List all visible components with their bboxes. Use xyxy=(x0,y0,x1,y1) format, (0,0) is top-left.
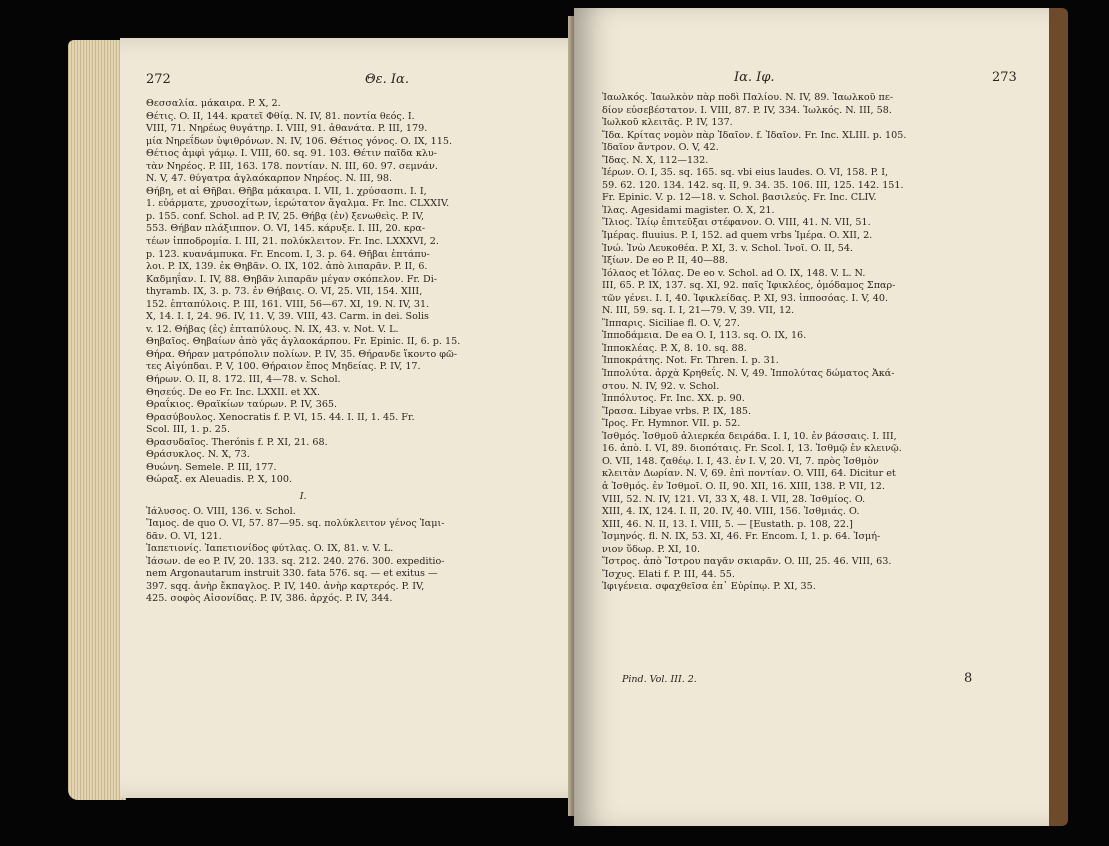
index-line: Θέτιος ἀμφὶ γάμῳ. I. VIII, 60. sq. 91. 103. Θέτιν παῖδα κλυ- xyxy=(146,148,437,160)
index-line: Θυώνη. Semele. P. III, 177. xyxy=(146,461,277,473)
index-line: Θήρα. Θήραν ματρόπολιν πολίων. P. IV, 35. Θήρανδε ἵκοντο φῶ- xyxy=(146,348,458,360)
left-page xyxy=(120,38,632,798)
index-line: 16. ἀπὸ. I. VI, 89. διοπόταις. Fr. Scol. I, 13. Ἰσθμῷ ἐν κλεινῷ. xyxy=(602,443,902,455)
index-line: 553. Θήβαν πλάξιππον. O. VI, 145. κάρυξε. I. III, 20. κρα- xyxy=(146,223,426,235)
index-line: O. VII, 148. ζαθέῳ. I. I, 43. ἐν I. V, 20. VI, 7. πρὸς Ἰσθμὸν xyxy=(602,455,879,467)
index-line: Ἴλιος. Ἰλίῳ ἐπιτεῦξαι στέφανον. O. VIII, 41. N. VII, 51. xyxy=(602,217,871,229)
index-line: Ἰαωλκός. Ἰαωλκὸν πὰρ ποδὶ Παλίου. N. IV, 89. Ἰαωλκοῦ πε- xyxy=(602,92,894,103)
signature-mark: 8 xyxy=(964,671,973,686)
index-line: Θεσσαλία. μάκαιρα. P. X, 2. xyxy=(146,98,281,109)
index-line: thyramb. IX, 3. p. 73. ἐν Θήβαις. O. VI, 25. VII, 154. XIII, xyxy=(146,286,423,298)
index-line: Θήβη, et αἱ Θῆβαι. Θῆβα μάκαιρα. I. VII, 1. χρύσασπι. I. I, xyxy=(146,185,427,197)
index-line: X, 14. I. I, 24. 96. IV, 11. V, 39. VIII, 43. Carm. in dei. Solis xyxy=(146,311,429,323)
index-line: ἁ Ἰσθμός. ἐν Ἰσθμοῖ. O. II, 90. XII, 16. XIII, 138. P. VII, 12. xyxy=(602,480,885,492)
index-line: Ἱπποκλέας. P. X, 8. 10. sq. 88. xyxy=(602,342,747,354)
index-line: N. V, 47. θύγατρα ἀγλαόκαρπον Νηρέος. N. III, 98. xyxy=(146,173,393,185)
index-line: Ἰόλαος et Ἰόλας. De eo v. Schol. ad O. IX, 148. V. L. N. xyxy=(602,267,866,279)
index-line: Ἰδαῖον ἄντρον. O. V, 42. xyxy=(602,142,719,154)
index-line: Θήρων. O. II, 8. 172. III, 4—78. v. Schol. xyxy=(146,374,341,386)
index-line: 425. σοφὸς Αἰσονίδας. P. IV, 386. ἀρχός. P. IV, 344. xyxy=(146,593,393,605)
index-line: p. 155. conf. Schol. ad P. IV, 25. Θήβᾳ (ἐν) ξενωθεὶς. P. IV, xyxy=(146,210,425,222)
index-line: p. 123. κυανάμπυκα. Fr. Encom. I, 3. p. 64. Θῆβαι ἑπτάπυ- xyxy=(146,248,430,260)
book-cover xyxy=(1048,8,1068,826)
index-line: 1. εὐάρματε, χρυσοχίτων, ἱερώτατον ἄγαλμα. Fr. Inc. CLXXIV. xyxy=(146,198,450,210)
index-line: Ἱέρων. O. I, 35. sq. 165. sq. vbi eius laudes. O. VI, 158. P. I, xyxy=(602,167,889,179)
index-line: Fr. Epinic. V. p. 12—18. v. Schol. βασιλεύς. Fr. Inc. CLIV. xyxy=(602,192,877,204)
index-line: δᾶν. O. VI, 121. xyxy=(146,530,222,542)
index-line: VIII, 71. Νηρέως θυγάτηρ. I. VIII, 91. ἀθανάτα. P. III, 179. xyxy=(146,123,428,135)
index-line: Ἴδας. N. X, 112—132. xyxy=(602,154,709,166)
index-line: Ἰλας. Agesidami magister. O. X, 21. xyxy=(602,204,775,216)
index-line: Ἴαμος. de quo O. VI, 57. 87—95. sq. πολύκλειτον γένος Ἰαμι- xyxy=(146,518,445,530)
index-line: Ἱππολύτα. ἀρχὰ Κρηθεΐς. N. V, 49. Ἱππολύτας δώματος Ἀκά- xyxy=(602,368,895,380)
index-column-left xyxy=(146,98,460,606)
index-line: λοι. P. IX, 139. ἐκ Θηβᾶν. O. IX, 102. ἀπὸ λιπαρᾶν. P. II, 6. xyxy=(146,261,428,273)
page-edges xyxy=(68,40,126,800)
index-line: Ἰάλυσος. O. VIII, 136. v. Schol. xyxy=(146,505,296,517)
index-line: Θηβαῖος. Θηβαίων ἀπὸ γᾶς ἀγλαοκάρπου. Fr. Epinic. II, 6. p. 15. xyxy=(146,336,461,348)
index-line: Ἰάσων. de eo P. IV, 20. 133. sq. 212. 240. 276. 300. expeditio- xyxy=(146,555,445,567)
page-number-right: 273 xyxy=(992,70,1017,85)
index-line: Ἱππόλυτος. Fr. Inc. XX. p. 90. xyxy=(602,393,745,405)
index-line: Θρασυδαῖος. Therónis f. P. XI, 21. 68. xyxy=(146,436,328,448)
index-line: Θώραξ. ex Aleuadis. P. X, 100. xyxy=(146,474,293,486)
page-number-left: 272 xyxy=(146,72,171,87)
index-line: Ἱμέρας. fluuius. P. I, 152. ad quem vrbs Ἱμέρα. O. XII, 2. xyxy=(602,230,873,242)
index-line: 152. ἑπταπύλοις. P. III, 161. VIII, 56—67. XI, 19. N. IV, 31. xyxy=(146,298,430,310)
index-line: Ἱπποκράτης. Not. Fr. Thren. I. p. 31. xyxy=(602,355,779,367)
running-head-left: Θε. Ια. xyxy=(365,72,409,87)
index-line: 397. sqq. ἀνὴρ ἔκπαγλος. P. IV, 140. ἀνὴρ καρτερός. P. IV, xyxy=(146,580,425,592)
index-line: XIII, 46. N. II, 13. I. VIII, 5. — [Eustath. p. 108, 22.] xyxy=(602,518,853,530)
index-line: Θράσυκλος. N. X, 73. xyxy=(146,449,250,461)
index-line: Ἱπποδάμεια. De ea O. I, 113. sq. O. IX, 16. xyxy=(602,330,807,342)
index-line: Θέτις. O. II, 144. κρατεῖ Φθίᾳ. N. IV, 81. ποντία θεός. I. xyxy=(146,110,415,122)
index-line: Θησεύς. De eo Fr. Inc. LXXII. et XX. xyxy=(146,386,321,398)
index-line: Scol. III, 1. p. 25. xyxy=(146,424,231,436)
index-line: XIII, 4. IX, 124. I. II, 20. IV, 40. VIII, 156. Ἰσθμιάς. O. xyxy=(602,506,860,518)
index-line: Θρασύβουλος. Xenocratis f. P. VI, 15. 44. I. II, 1. 45. Fr. xyxy=(146,411,415,423)
index-line: Ἴρασα. Libyae vrbs. P. IX, 185. xyxy=(602,405,752,417)
index-line: nem Argonautarum instruit 330. fata 576. sq. — et exitus — xyxy=(146,568,438,580)
index-line: 59. 62. 120. 134. 142. sq. II, 9. 34. 35. 106. III, 125. 142. 151. xyxy=(602,179,904,191)
open-book xyxy=(68,8,1068,826)
index-line: Ἴστρος. ἀπὸ Ἴστρου παγᾶν σκιαρᾶν. O. III, 25. 46. VIII, 63. xyxy=(602,556,892,568)
index-line: μία Νηρεΐδων ὑψιθρόνων. N. IV, 106. Θέτιος γόνος. O. IX, 115. xyxy=(146,135,453,147)
index-line: Ἰσμηνός. fl. N. IX, 53. XI, 46. Fr. Encom. I, 1. p. 64. Ἰσμή- xyxy=(602,531,881,543)
index-line: Καδμηΐαν. I. IV, 88. Θηβᾶν λιπαρᾶν μέγαν σκόπελον. Fr. Di- xyxy=(146,273,438,285)
signature-line: Pind. Vol. III. 2. xyxy=(622,674,697,685)
index-line: Ἵππαρις. Siciliae fl. O. V, 27. xyxy=(602,317,740,329)
index-line: τες Αἰγύπδαι. P. V, 100. Θήραιον ἔπος Μηδείας. P. IV, 17. xyxy=(146,361,421,373)
index-line: Ἴρος. Fr. Hymnor. VII. p. 52. xyxy=(602,418,741,430)
index-line: Θραΐκιος. Θραϊκίων ταύρων. P. IV, 365. xyxy=(146,399,338,411)
running-head-right: Ια. Ιφ. xyxy=(734,70,775,85)
index-column-right xyxy=(602,92,906,594)
index-line: I. xyxy=(299,490,307,502)
right-page xyxy=(574,8,1049,826)
index-line: Ἰσθμός. Ἰσθμοῦ ἀλιερκέα δειράδα. I. I, 10. ἐν βάσσαις. I. III, xyxy=(602,430,897,442)
index-line: Ἰφιγένεια. σφαχθεῖσα ἐπ᾽ Εὐρίπῳ. P. XI, 35. xyxy=(602,581,816,593)
index-line: Ἴδα. Κρίτας νομὸν πὰρ Ἰδαῖον. f. Ἰδαῖον. Fr. Inc. XLIII. p. 105. xyxy=(602,129,907,141)
index-line: Ἰαπετιονίς. Ἰαπετιονίδος φύτλας. O. IX, 81. v. V. L. xyxy=(146,543,394,555)
index-line: νιον ὕδωρ. P. XI, 10. xyxy=(602,543,701,555)
index-line: Ἴσχυς. Elati f. P. III, 44. 55. xyxy=(602,568,735,580)
index-line: τῶν γένει. I. I, 40. Ἰφικλείδας. P. XI, 93. ἱπποσόας. I. V, 40. xyxy=(602,292,889,304)
index-line: Ἰξίων. De eo P. II, 40—88. xyxy=(602,255,729,267)
index-line: τέων ἱπποδρομία. I. III, 21. πολύκλειτον. Fr. Inc. LXXXVI, 2. xyxy=(146,236,439,248)
index-line: στου. N. IV, 92. v. Schol. xyxy=(602,380,720,392)
index-line: τὰν Νηρέος. P. III, 163. 178. ποντίαν. N. III, 60. 97. σεμνάν. xyxy=(146,160,438,172)
index-line: N. III, 59. sq. I. I, 21—79. V, 39. VII, 12. xyxy=(602,305,795,317)
index-line: III, 65. P. IX, 137. sq. XI, 92. παῖς Ἰφικλέος, ὁμόδαμος Σπαρ- xyxy=(602,280,896,292)
index-line: VIII, 52. N. IV, 121. VI, 33 X, 48. I. VII, 28. Ἰσθμίος. O. xyxy=(602,493,866,505)
index-line: Ἰωλκοῦ κλειτᾶς. P. IV, 137. xyxy=(602,117,733,129)
index-line: δίον εὐσεβέστατον. I. VIII, 87. P. IV, 334. Ἰωλκός. N. III, 58. xyxy=(602,104,892,116)
index-line: Ἰνώ. Ἰνὼ Λευκοθέα. P. XI, 3. v. Schol. Ἰνοῖ. O. II, 54. xyxy=(602,242,854,254)
index-line: v. 12. Θήβας (ἐς) ἑπταπύλους. N. IX, 43. v. Not. V. L. xyxy=(146,323,399,335)
index-line: κλειτὰν Δωρίαν. N. V, 69. ἐπὶ ποντίαν. O. VIII, 64. Dicitur et xyxy=(602,468,896,480)
